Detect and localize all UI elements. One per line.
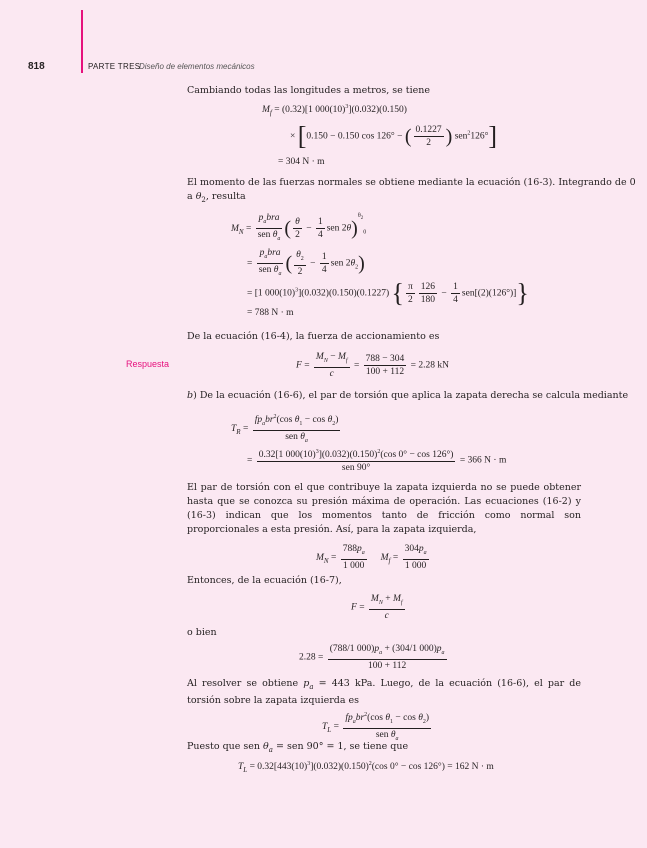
eq-force-result: = 2.28 kN bbox=[410, 360, 449, 371]
eq-f-formula: F = $\frac{M_N + M_f}{c}$ bbox=[351, 594, 403, 621]
paragraph-7: o bien bbox=[187, 627, 217, 638]
paragraph-1: Cambiando todas las longitudes a metros, se tiene bbox=[187, 85, 431, 96]
eq-tr-line2: = $\frac{0.32[1 000(10)^3](0.032)(0.150)^2(\cos 0^\circ - \cos 126^\circ)}{\text{sen 90°}}$ = 366 N · m bbox=[247, 446, 506, 474]
page-number: 818 bbox=[28, 61, 45, 72]
eq-mf-line2: × [0.150 − 0.150 cos 126° − ( $\frac{0.1227}{2}$ ) sen$^2$126°] bbox=[290, 121, 498, 151]
eq-mn-result: = 788 N · m bbox=[247, 308, 294, 318]
eq-tl-result-line: $T_L = 0.32[443(10)^3](0.032)(0.150)^2(\cos$ 0° − cos 126°) = 162 N · m bbox=[238, 761, 494, 775]
eq-mn-line1: $M_N$ = $\frac{p_abra}{sen \theta_a}$ ( $\frac{\theta}{2}$ − $\frac{1}{4}$ sen 2θ)$^{\theta_2}_0$ bbox=[231, 212, 367, 242]
eq-proportional: $M_N$ = $\frac{788p_a}{1 000}$ $M_f$ = $\frac{304p_a}{1 000}$ bbox=[316, 544, 427, 571]
answer-margin-label: Respuesta bbox=[126, 359, 170, 369]
eq-solve: 2.28 = $\frac{(788/1 000)p_a + (304/1 000)p_a}{100 + 112}$ bbox=[299, 644, 445, 671]
paragraph-2a: El momento de las fuerzas normales se obtiene mediante la ecuación (16-3). Integrando de 0 bbox=[187, 177, 636, 188]
paragraph-9: Puesto que sen $\theta_a$ = sen 90° = 1, se tiene que bbox=[187, 741, 409, 754]
paragraph-4: b) De la ecuación (16-6), el par de torsión que aplica la zapata derecha se calcula mediante bbox=[187, 390, 629, 401]
part-label: PARTE TRES bbox=[88, 62, 141, 71]
eq-tl-formula: $T_L$ = $\frac{fp_abr^2(\cos \theta_1 - \cos \theta_2)}{sen \theta_a}$ bbox=[322, 709, 433, 745]
paragraph-3: De la ecuación (16-4), la fuerza de accionamiento es bbox=[187, 331, 440, 342]
eq-mf-result: = 304 N · m bbox=[278, 157, 325, 167]
paragraph-2b: a $\theta_2$, resulta bbox=[187, 191, 246, 204]
eq-mf-line1: $M_f = (0.32)[1$ $000(10)^3](0.032)(0.150)$ bbox=[262, 104, 407, 118]
paragraph-5: El par de torsión con el que contribuye la zapata izquierda no se puede obtener hasta que se conozca su presión máxima de operación. Las ecuaciones (16-2) y (16-3) indican que los momentos tanto de fricción como normal son proporcionales a esta presión. Así, para la zapata izquierda, bbox=[187, 482, 581, 535]
eq-tl-result: = 162 N · m bbox=[447, 762, 494, 773]
eq-force: F = $\frac{M_N - M_f}{c}$ = $\frac{788 - 304}{100 + 112}$ = 2.28 kN bbox=[296, 352, 449, 379]
paragraph-8: Al resolver se obtiene $p_a = 443$ kPa. Luego, de la ecuación (16-6), el par de torsión sobre la zapata izquierda es bbox=[187, 678, 581, 706]
eq-mn-line2: = $\frac{p_abra}{sen \theta_a}$ ( $\frac{\theta_2}{2}$ − $\frac{1}{4}$ sen $2\theta_2$) bbox=[247, 248, 365, 277]
chapter-title: Diseño de elementos mecánicos bbox=[139, 62, 255, 71]
header-accent-bar bbox=[81, 10, 83, 73]
paragraph-6: Entonces, de la ecuación (16-7), bbox=[187, 575, 342, 586]
eq-tr-line1: $T_R$ = $\frac{fp_abr^2(\cos \theta_1 - \cos \theta_2)}{sen \theta_a}$ bbox=[231, 411, 342, 447]
eq-mn-line3: = [1 $000(10)^3](0.032)(0.150)(0.1227)$ { $\frac{\pi}{2}$ $\frac{126}{180}$ − $\frac{1}{4}$ sen[(2)(126°)]} bbox=[247, 278, 529, 308]
eq-tr-result: = 366 N · m bbox=[459, 455, 507, 466]
